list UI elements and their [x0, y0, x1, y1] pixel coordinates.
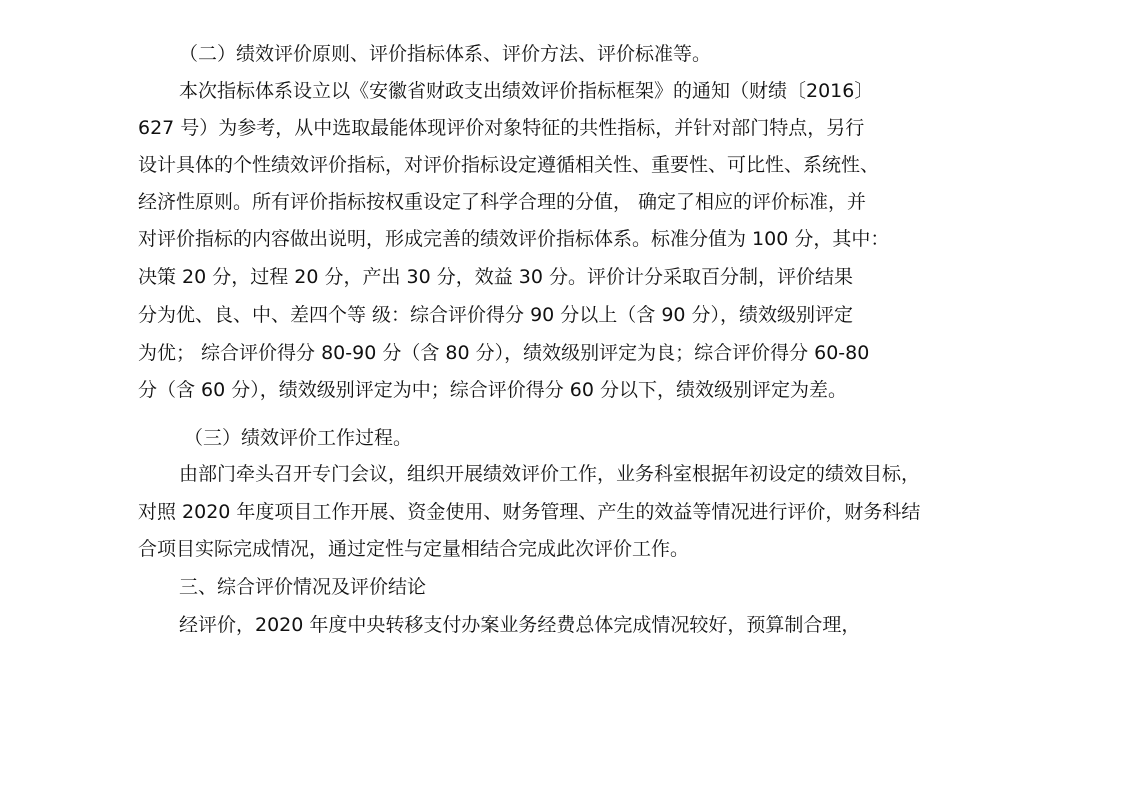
paragraph-line: 分为优、良、中、差四个等 级：综合评价得分 90 分以上（含 90 分），绩效级别评定	[138, 304, 854, 326]
paragraph-line: 分（含 60 分），绩效级别评定为中；综合评价得分 60 分以下，绩效级别评定为差。	[138, 379, 848, 401]
section-heading-3: （三）绩效评价工作过程。	[184, 427, 413, 449]
chapter-heading-3: 三、综合评价情况及评价结论	[179, 576, 427, 598]
paragraph-line: 对评价指标的内容做出说明，形成完善的绩效评价指标体系。标准分值为 100 分，其中：	[138, 228, 890, 250]
paragraph-line: 经评价，2020 年度中央转移支付办案业务经费总体完成情况较好，预算制合理，	[179, 614, 861, 636]
paragraph-line: 经济性原则。所有评价指标按权重设定了科学合理的分值， 确定了相应的评价标准，并	[138, 191, 867, 213]
paragraph-line: 本次指标体系设立以《安徽省财政支出绩效评价指标框架》的通知（财绩〔2016〕	[179, 80, 874, 102]
paragraph-line: 为优； 综合评价得分 80-90 分（含 80 分），绩效级别评定为良；综合评价得分 60-80	[138, 342, 870, 364]
paragraph-line: 决策 20 分，过程 20 分，产出 30 分，效益 30 分。评价计分采取百分制，评价结果	[138, 266, 854, 288]
paragraph-line: 设计具体的个性绩效评价指标，对评价指标设定遵循相关性、重要性、可比性、系统性、	[138, 154, 880, 176]
paragraph-line: 合项目实际完成情况，通过定性与定量相结合完成此次评价工作。	[138, 538, 690, 560]
section-heading-2: （二）绩效评价原则、评价指标体系、评价方法、评价标准等。	[179, 43, 712, 65]
paragraph-line: 627 号）为参考，从中选取最能体现评价对象特征的共性指标，并针对部门特点，另行	[138, 117, 865, 139]
paragraph-line: 对照 2020 年度项目工作开展、资金使用、财务管理、产生的效益等情况进行评价，财务科结	[138, 501, 921, 523]
paragraph-line: 由部门牵头召开专门会议，组织开展绩效评价工作，业务科室根据年初设定的绩效目标，	[179, 463, 921, 485]
